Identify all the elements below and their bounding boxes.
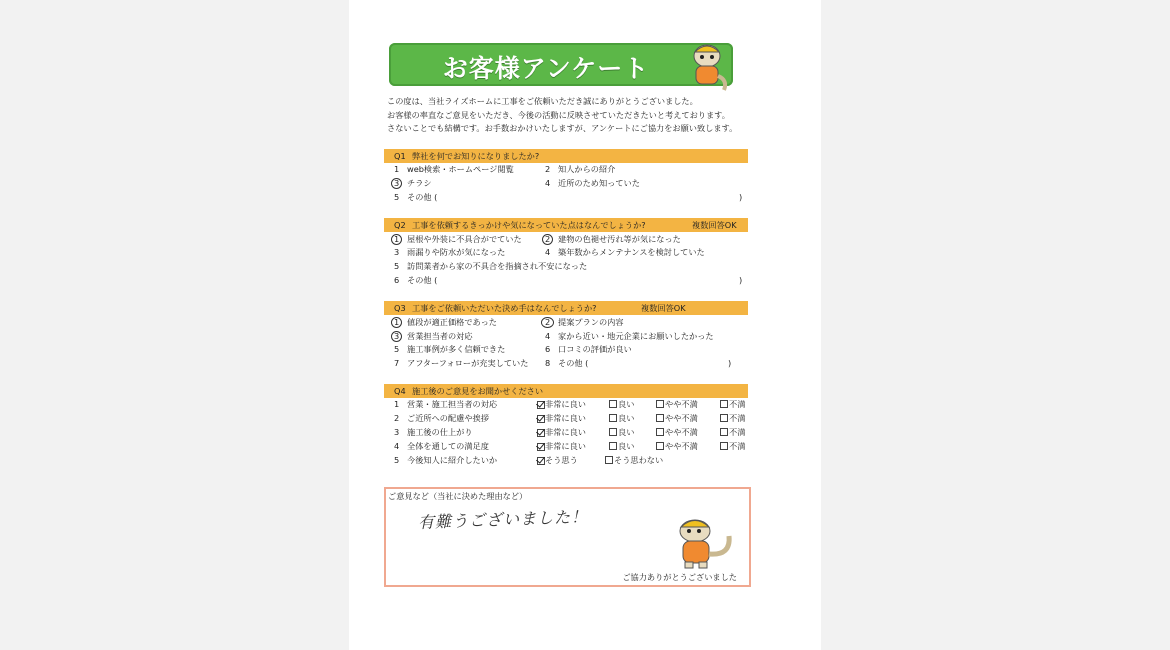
checkbox[interactable]: [656, 442, 664, 450]
q4-number: Q4: [394, 386, 406, 396]
q2-option-number: 4: [545, 247, 551, 257]
q3-option-label: アフターフォローが充実していた: [407, 358, 529, 368]
close-paren: ): [739, 275, 743, 285]
q3-option-label: 営業担当者の対応: [407, 331, 473, 341]
q2-option-label: 築年数からメンテナンスを検討していた: [558, 247, 705, 257]
scale-label: やや不満: [665, 441, 698, 451]
q2-option-label: その他 (: [407, 275, 438, 285]
scale-label: 非常に良い: [545, 441, 586, 451]
q1-option-label: 近所のため知っていた: [558, 178, 640, 188]
q3-option-label: その他 (: [558, 358, 589, 368]
q3-option-number: 7: [394, 358, 400, 368]
scale-label: やや不満: [665, 427, 698, 437]
scale-label: 良い: [618, 399, 635, 409]
q2-multi-note: 複数回答OK: [692, 220, 737, 230]
checked-box[interactable]: [537, 429, 545, 437]
q2-option-number: 6: [394, 275, 400, 285]
scale-label: 不満: [729, 399, 746, 409]
scale-option[interactable]: [656, 440, 698, 453]
checked-box[interactable]: [537, 457, 545, 465]
scale-option[interactable]: [656, 398, 698, 411]
q3-option-number: 4: [545, 331, 551, 341]
q3-option-number: 8: [545, 358, 551, 368]
scale-option[interactable]: [720, 412, 745, 425]
q3-option-label: 口コミの評価が良い: [558, 344, 632, 354]
q3-option-number: 3: [394, 331, 400, 341]
scale-label: 不満: [729, 427, 746, 437]
checkbox[interactable]: [656, 400, 664, 408]
q4-header: [384, 384, 748, 398]
checkbox[interactable]: [605, 456, 613, 464]
q3-option-number: 1: [394, 317, 400, 327]
q2-option-number: 1: [394, 234, 400, 244]
answer-circle-mark: [391, 317, 402, 328]
scale-option[interactable]: [720, 426, 745, 439]
q2-option-label: 雨漏りや防水が気になった: [407, 247, 506, 257]
mascot-illustration: [675, 514, 737, 572]
checkbox[interactable]: [609, 428, 617, 436]
q4-row-label: ご近所への配慮や挨拶: [407, 413, 489, 423]
q3-option-number: 6: [545, 344, 551, 354]
q1-option-label: web検索・ホームページ閲覧: [407, 164, 514, 174]
q2-option-label: 建物の色褪せ汚れ等が気になった: [558, 234, 681, 244]
scale-label: 非常に良い: [545, 413, 586, 423]
q1-option-label: 知人からの紹介: [558, 164, 616, 174]
q1-header: [384, 149, 748, 163]
scale-label: 非常に良い: [545, 427, 586, 437]
answer-circle-mark: [391, 178, 402, 189]
q3-option-number: 2: [545, 317, 551, 327]
scale-label: 良い: [618, 427, 635, 437]
q3-option-label: 施工事例が多く信頼できた: [407, 344, 506, 354]
q4-row-label: 施工後の仕上がり: [407, 427, 473, 437]
q1-option-number: 4: [545, 178, 551, 188]
q3-multi-note: 複数回答OK: [641, 303, 686, 313]
q3-number: Q3: [394, 303, 406, 313]
q2-option-number: 3: [394, 247, 400, 257]
intro-line: さないことでも結構です。お手数おかけいたしますが、アンケートにご協力をお願い致します。: [387, 123, 738, 133]
answer-circle-mark: [541, 317, 554, 328]
q4-row-number: 4: [394, 441, 400, 451]
answer-circle-mark: [391, 331, 402, 342]
checkbox[interactable]: [720, 428, 728, 436]
banner-title: お客様アンケート: [442, 54, 650, 83]
checkbox[interactable]: [720, 400, 728, 408]
scale-label: そう思う: [545, 455, 578, 465]
checkbox[interactable]: [609, 442, 617, 450]
q1-option-number: 2: [545, 164, 551, 174]
q2-option-label: 屋根や外装に不具合がでていた: [407, 234, 522, 244]
q4-row-label: 全体を通しての満足度: [407, 441, 489, 451]
answer-circle-mark: [542, 234, 553, 245]
q4-row-number: 2: [394, 413, 400, 423]
q1-option-number: 1: [394, 164, 400, 174]
checkbox[interactable]: [720, 414, 728, 422]
intro-line: この度は、当社ライズホームに工事をご依頼いただき誠にありがとうございました。: [387, 96, 698, 106]
q4-row-label: 今後知人に紹介したいか: [407, 455, 498, 465]
q2-option-number: 5: [394, 261, 400, 271]
q3-option-label: 家から近い・地元企業にお願いしたかった: [558, 331, 714, 341]
scale-label: 非常に良い: [545, 399, 586, 409]
scale-option[interactable]: [656, 426, 698, 439]
scale-option[interactable]: [656, 412, 698, 425]
checked-box[interactable]: [537, 401, 545, 409]
q4-row-label: 営業・施工担当者の対応: [407, 399, 498, 409]
q2-option-label: 訪問業者から家の不具合を指摘され不安になった: [407, 261, 588, 271]
thanks-text: ご協力ありがとうございました: [622, 572, 737, 582]
q4-row-number: 3: [394, 427, 400, 437]
q3-title: 工事をご依頼いただいた決め手はなんでしょうか?: [412, 303, 597, 313]
q3-header: [384, 301, 748, 315]
q1-option-number: 5: [394, 192, 400, 202]
q2-number: Q2: [394, 220, 406, 230]
q2-title: 工事を依頼するきっかけや気になっていた点はなんでしょうか?: [412, 220, 646, 230]
scale-option[interactable]: [609, 398, 634, 411]
answer-circle-mark: [391, 234, 402, 245]
comment-label: ご意見など（当社に決めた理由など）: [388, 491, 528, 501]
checkbox[interactable]: [656, 414, 664, 422]
checkbox[interactable]: [656, 428, 664, 436]
scale-label: 良い: [618, 413, 635, 423]
scale-option[interactable]: [605, 454, 663, 467]
checkbox[interactable]: [720, 442, 728, 450]
comment-box[interactable]: [384, 487, 751, 587]
scale-label: やや不満: [665, 399, 698, 409]
close-paren: ): [739, 192, 743, 202]
q3-option-label: 提案プランの内容: [558, 317, 624, 327]
scale-label: 良い: [618, 441, 635, 451]
intro-text: [387, 95, 751, 136]
checked-box[interactable]: [537, 443, 545, 451]
checkbox[interactable]: [609, 400, 617, 408]
checked-box[interactable]: [537, 415, 545, 423]
q1-option-label: チラシ: [407, 178, 432, 188]
q2-option-number: 2: [545, 234, 551, 244]
close-paren: ): [728, 358, 732, 368]
intro-line: お客様の率直なご意見をいただき、今後の活動に反映させていただきたいと考えております。: [387, 109, 730, 120]
checkbox[interactable]: [609, 414, 617, 422]
q1-number: Q1: [394, 151, 406, 161]
q4-title: 施工後のご意見をお聞かせください: [412, 386, 544, 396]
scale-option[interactable]: [609, 412, 634, 425]
q4-row-number: 1: [394, 399, 400, 409]
q3-option-number: 5: [394, 344, 400, 354]
scale-label: 不満: [729, 413, 746, 423]
q3-option-label: 値段が適正価格であった: [407, 317, 497, 327]
scale-option[interactable]: [720, 440, 745, 453]
scale-option[interactable]: [609, 440, 634, 453]
scale-label: そう思わない: [614, 455, 664, 465]
q4-row-number: 5: [394, 455, 400, 465]
mascot-illustration: [684, 40, 730, 92]
handwritten-comment: 有難うございました！: [417, 507, 589, 532]
scale-label: やや不満: [665, 413, 698, 423]
title-banner: [389, 43, 733, 86]
q1-title: 弊社を何でお知りになりましたか?: [412, 151, 540, 161]
q2-header: [384, 218, 748, 232]
scale-option[interactable]: [609, 426, 634, 439]
q1-option-label: その他 (: [407, 192, 438, 202]
scale-label: 不満: [729, 441, 746, 451]
scale-option[interactable]: [720, 398, 745, 411]
q1-option-number: 3: [394, 178, 400, 188]
